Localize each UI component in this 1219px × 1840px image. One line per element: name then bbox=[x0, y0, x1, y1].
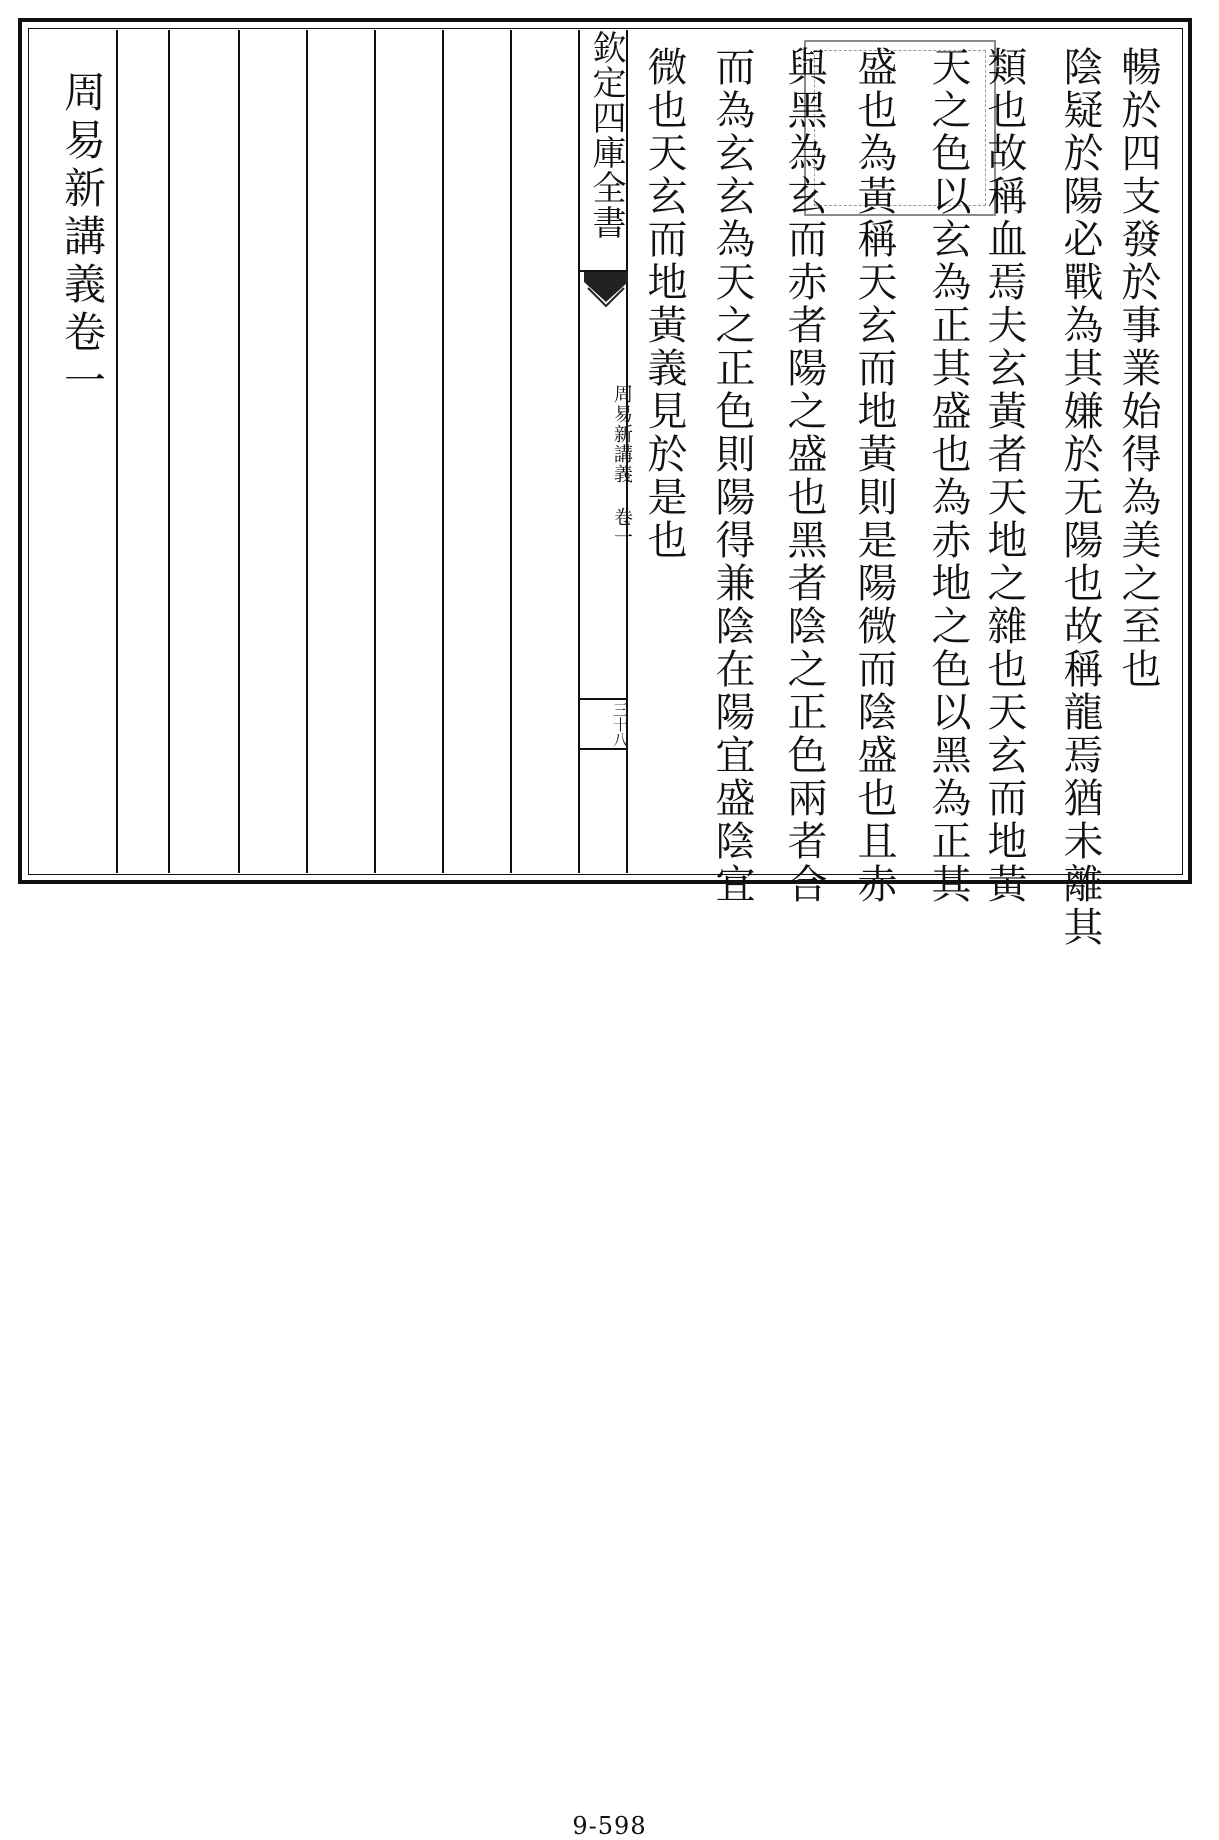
column-rule bbox=[510, 30, 512, 873]
fold-divider bbox=[578, 748, 628, 750]
text-column-3: 類也故稱血焉夫玄黃者天地之雜也天玄而地黃 bbox=[981, 46, 1027, 906]
center-title: 周易新講義 卷一 bbox=[611, 384, 633, 547]
fold-rule-left bbox=[578, 30, 580, 873]
text-column-2: 陰疑於陽必戰為其嫌於无陽也故稱龍焉猶未離其 bbox=[1057, 46, 1103, 949]
text-column-1: 暢於四支發於事業始得為美之至也 bbox=[1115, 46, 1161, 691]
column-rule bbox=[238, 30, 240, 873]
page-number: 9-598 bbox=[572, 1812, 647, 1840]
banner-title: 欽定四庫全書 bbox=[586, 30, 626, 240]
column-rule bbox=[374, 30, 376, 873]
text-column-8: 微也天玄而地黃義見於是也 bbox=[641, 46, 687, 562]
text-column-7: 而為玄玄為天之正色則陽得兼陰在陽宜盛陰宜 bbox=[709, 46, 755, 906]
fishtail-ornament-icon bbox=[584, 272, 628, 332]
text-column-6: 與黑為玄而赤者陽之盛也黑者陰之正色兩者合 bbox=[781, 46, 827, 906]
column-rule bbox=[306, 30, 308, 873]
column-rule bbox=[442, 30, 444, 873]
text-column-4: 天之色以玄為正其盛也為赤地之色以黑為正其 bbox=[925, 46, 971, 906]
fold-divider bbox=[578, 698, 628, 700]
text-column-5: 盛也為黃稱天玄而地黃則是陽微而陰盛也且赤 bbox=[851, 46, 897, 906]
column-rule bbox=[116, 30, 118, 873]
margin-title: 周易新講義卷一 bbox=[58, 70, 107, 406]
column-rule bbox=[168, 30, 170, 873]
folio-number: 三十八 bbox=[611, 702, 629, 747]
